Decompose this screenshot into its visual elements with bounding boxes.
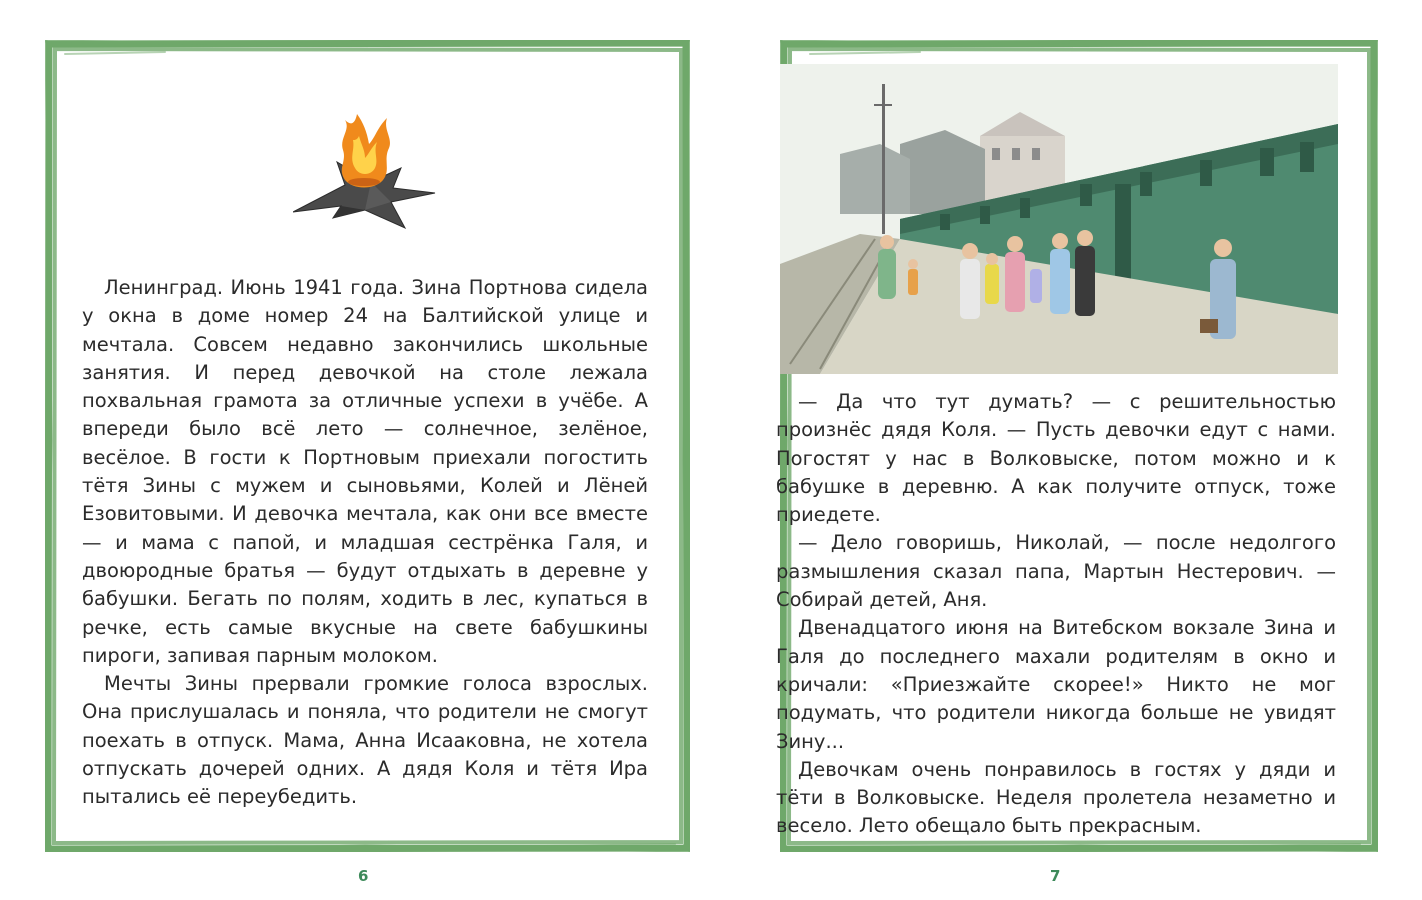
paragraph: Девочкам очень понравилось в гостях у дяди и тёти в Волковыске. Неделя пролетела незаметно и весело. Лето обещало быть прекрасным. <box>776 757 1336 838</box>
paragraph: — Да что тут думать? — с решительностью произнёс дядя Коля. — Пусть девочки едут с нами. Погостят у нас в Волковыске, потом можно и к бабушке в деревню. А как получите отпуск, тоже приедете. <box>776 390 1336 527</box>
eternal-flame-star-icon <box>293 110 443 230</box>
paragraph: Мечты Зины прервали громкие голоса взрослых. Она прислушалась и поняла, что родители не смогут поехать в отпуск. Мама, Анна Исааковна, не хотела отпускать дочерей одних. А дядя Коля и тётя Ира пытались её переубедить. <box>82 672 648 809</box>
paragraph: — Дело говоришь, Николай, — после недолгого размышления сказал папа, Мартын Нестерович. — Собирай детей, Аня. <box>776 531 1336 612</box>
paragraph: Двенадцатого июня на Витебском вокзале Зина и Галя до последнего махали родителям в окно и кричали: «Приезжайте скорее!» Никто не мог подумать, что родители никогда больше не увидят Зину... <box>776 616 1336 753</box>
right-text-block <box>776 388 1336 841</box>
page-number-left: 6 <box>358 867 369 885</box>
paragraph: Ленинград. Июнь 1941 года. Зина Портнова сидела у окна в доме номер 24 на Балтийской улице и мечтала. Совсем недавно закончились школьные занятия. И перед девочкой на столе лежала похвальная грамота за отличные успехи в учёбе. А впереди было всё лето — солнечное, зелёное, весёлое. В гости к Портновым приехали погостить тётя Зины с мужем и сыновьями, Колей и Лёней Езовитовыми. И девочка мечтала, как они все вместе — и мама с папой, и младшая сестрёнка Галя, и двоюродные братья — будут отдыхать в деревне у бабушки. Бегать по полям, ходить в лес, купаться в речке, есть самые вкусные на свете бабушкины пироги, запивая парным молоком. <box>82 276 648 667</box>
left-text-block <box>82 274 648 812</box>
railway-station-platform-illustration <box>780 64 1338 374</box>
right-page <box>776 40 1378 852</box>
page-number-right: 7 <box>1050 867 1061 885</box>
left-page <box>45 40 690 852</box>
